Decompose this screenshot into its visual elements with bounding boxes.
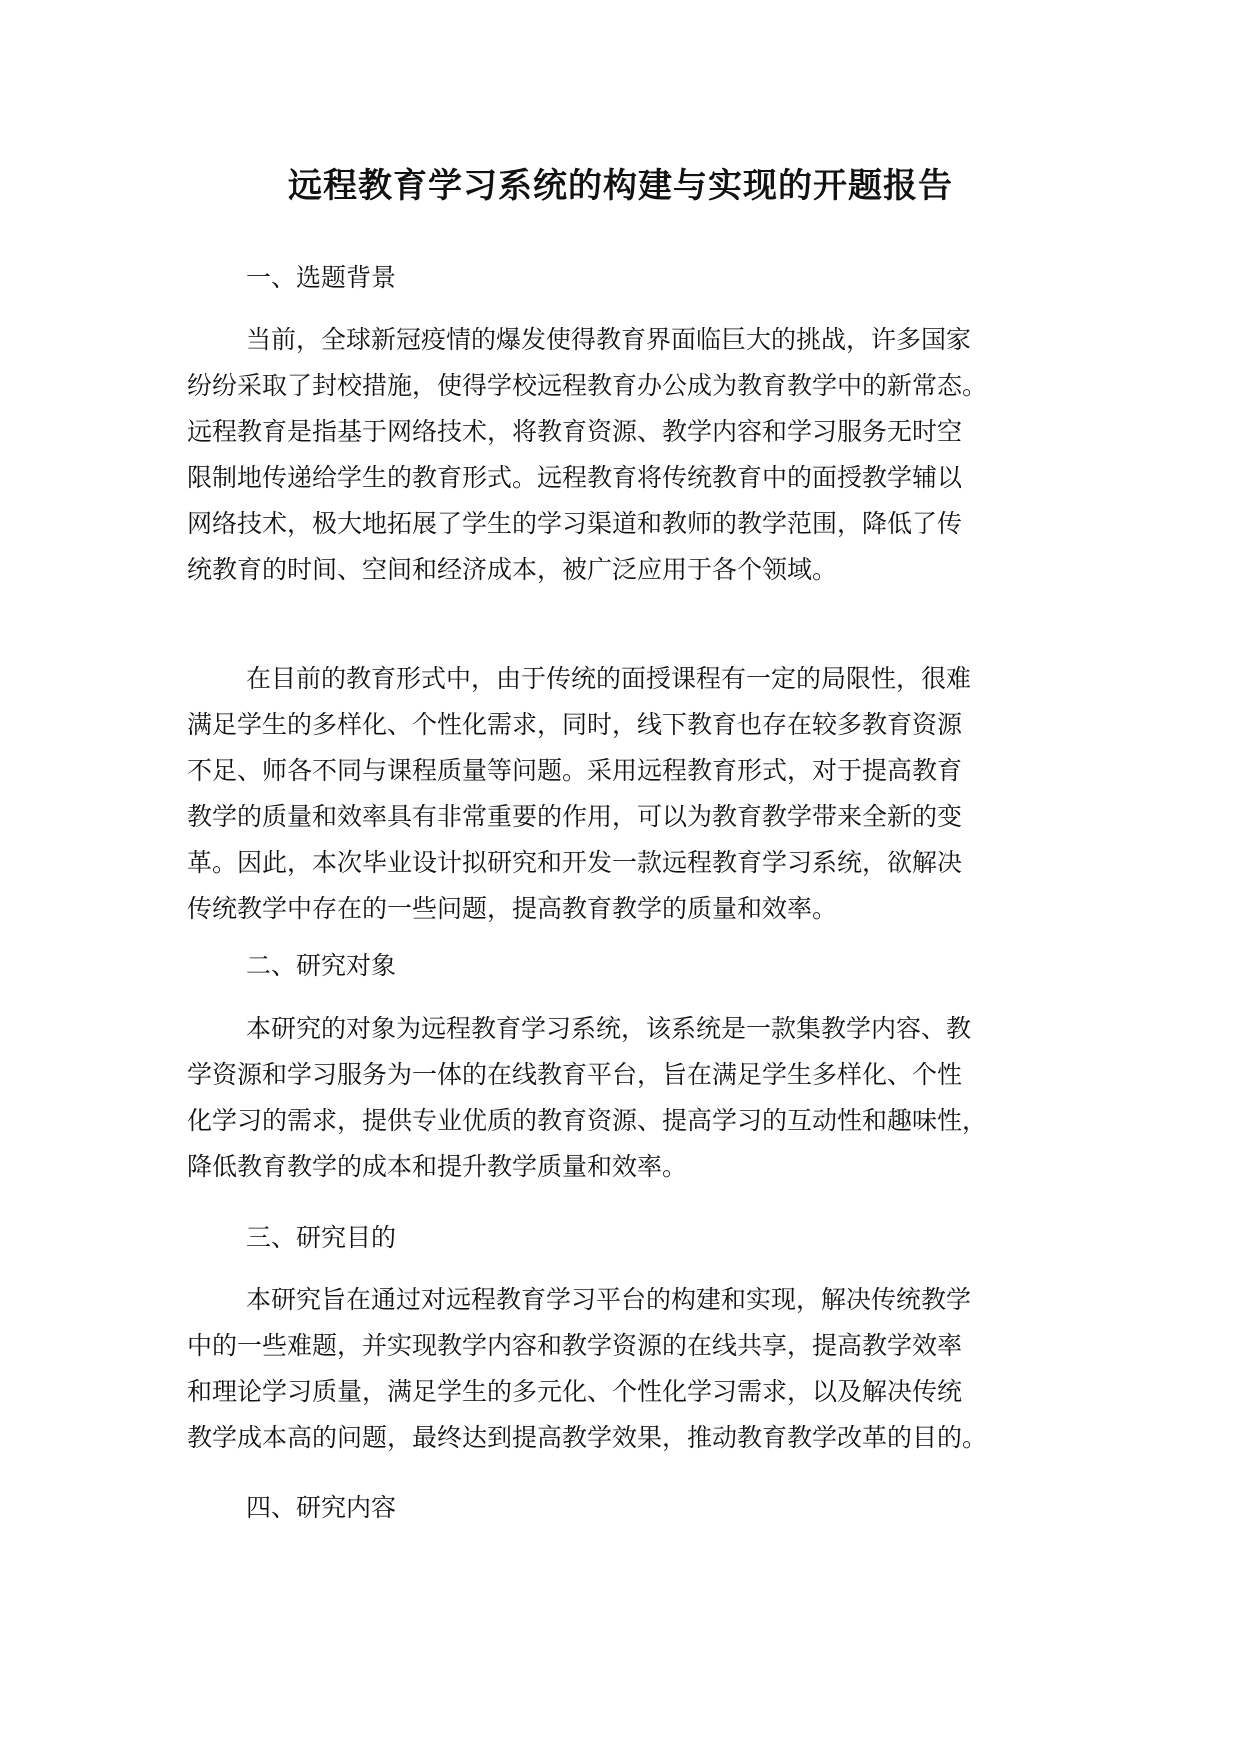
paragraph-line: 中的一些难题，并实现教学内容和教学资源的在线共享，提高教学效率 [187, 1331, 963, 1360]
section-heading: 一、选题背景 [246, 263, 397, 292]
paragraph-line: 本研究旨在通过对远程教育学习平台的构建和实现，解决传统教学 [246, 1285, 972, 1314]
paragraph-line: 本研究的对象为远程教育学习系统，该系统是一款集教学内容、教 [246, 1014, 972, 1043]
paragraph-line: 满足学生的多样化、个性化需求，同时，线下教育也存在较多教育资源 [187, 710, 963, 739]
paragraph-line: 教学的质量和效率具有非常重要的作用，可以为教育教学带来全新的变 [187, 802, 963, 831]
paragraph-line: 学资源和学习服务为一体的在线教育平台，旨在满足学生多样化、个性 [187, 1060, 963, 1089]
section-heading: 二、研究对象 [246, 951, 397, 980]
paragraph-line: 教学成本高的问题，最终达到提高教学效果，推动教育教学改革的目的。 [187, 1423, 988, 1452]
section-heading: 四、研究内容 [246, 1493, 397, 1522]
paragraph-line: 传统教学中存在的一些问题，提高教育教学的质量和效率。 [187, 894, 838, 923]
paragraph-line: 统教育的时间、空间和经济成本，被广泛应用于各个领域。 [187, 555, 838, 584]
paragraph-line: 不足、师各不同与课程质量等问题。采用远程教育形式，对于提高教育 [187, 756, 963, 785]
paragraph-line: 在目前的教育形式中，由于传统的面授课程有一定的局限性，很难 [246, 664, 972, 693]
paragraph-line: 纷纷采取了封校措施，使得学校远程教育办公成为教育教学中的新常态。 [187, 371, 988, 400]
paragraph-line: 革。因此，本次毕业设计拟研究和开发一款远程教育学习系统，欲解决 [187, 848, 963, 877]
page-title: 远程教育学习系统的构建与实现的开题报告 [288, 166, 953, 206]
paragraph-line: 和理论学习质量，满足学生的多元化、个性化学习需求，以及解决传统 [187, 1377, 963, 1406]
paragraph [187, 317, 987, 593]
paragraph [187, 1006, 987, 1190]
section-heading: 三、研究目的 [246, 1223, 397, 1252]
paragraph-line: 远程教育是指基于网络技术，将教育资源、教学内容和学习服务无时空 [187, 417, 963, 446]
paragraph-line: 降低教育教学的成本和提升教学质量和效率。 [187, 1152, 688, 1181]
paragraph-line: 网络技术，极大地拓展了学生的学习渠道和教师的教学范围，降低了传 [187, 509, 963, 538]
paragraph [187, 1277, 987, 1461]
paragraph-line: 化学习的需求，提供专业优质的教育资源、提高学习的互动性和趣味性， [187, 1106, 988, 1135]
paragraph [187, 656, 971, 932]
paragraph-line: 限制地传递给学生的教育形式。远程教育将传统教育中的面授教学辅以 [187, 463, 963, 492]
paragraph-line: 当前，全球新冠疫情的爆发使得教育界面临巨大的挑战，许多国家 [246, 325, 972, 354]
